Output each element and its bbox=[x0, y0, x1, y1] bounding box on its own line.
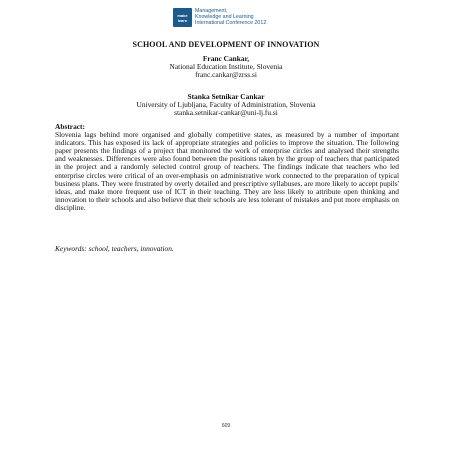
author-name: Stanka Setnikar Cankar bbox=[187, 92, 265, 101]
logo-word-learn: learn bbox=[177, 17, 188, 23]
author-name: Franc Cankar, bbox=[202, 54, 250, 63]
keywords: Keywords: school, teachers, innovation. bbox=[55, 244, 174, 253]
conference-line: Management, bbox=[195, 8, 228, 14]
conference-line: International Conference 2012 bbox=[195, 20, 267, 27]
author-email: franc.cankar@zrss.si bbox=[195, 70, 257, 80]
author-block-1 bbox=[0, 55, 452, 80]
logo-badge bbox=[173, 8, 192, 27]
paper-title: SCHOOL AND DEVELOPMENT OF INNOVATION bbox=[132, 40, 320, 49]
logo-word-make: make bbox=[177, 12, 188, 18]
abstract-body: Slovenia lags behind more organised and globally competitive states, as measured by a number of important indicators. This has exposed its lack of appropriate strategies and policies to improve the situation. The following paper presents the findings of a project that monitored the work of enterprise circles and analysed their strengths and weaknesses. Differences were also found between the positions taken by the group of teachers that participated in the project and a randomly selected control group of teachers. The findings indicate that teachers who led enterprise circles were critical of an over-emphasis on administrative work connected to the preparation of typical business plans. They were frustrated by overly detailed and prescriptive syllabuses, are more likely to accept pupils' ideas, and make more frequent use of ICT in their teaching. They are less likely to attribute open thinking and innovation to their schools and also believe that their schools are less tolerant of mistakes and put more emphasis on discipline. bbox=[55, 130, 399, 212]
conference-logo bbox=[173, 8, 266, 27]
conference-line: Knowledge and Learning bbox=[195, 14, 254, 21]
page-number: 609 bbox=[221, 423, 231, 429]
author-email: stanka.setnikar-cankar@uni-lj.fu.si bbox=[174, 108, 278, 118]
abstract-heading: Abstract: bbox=[55, 122, 85, 131]
author-block-2 bbox=[0, 93, 452, 118]
conference-name bbox=[195, 8, 266, 27]
author-affiliation: National Education Institute, Slovenia bbox=[169, 62, 283, 72]
author-affiliation: University of Ljubljana, Faculty of Administration, Slovenia bbox=[136, 100, 316, 110]
abstract-section bbox=[55, 123, 399, 212]
